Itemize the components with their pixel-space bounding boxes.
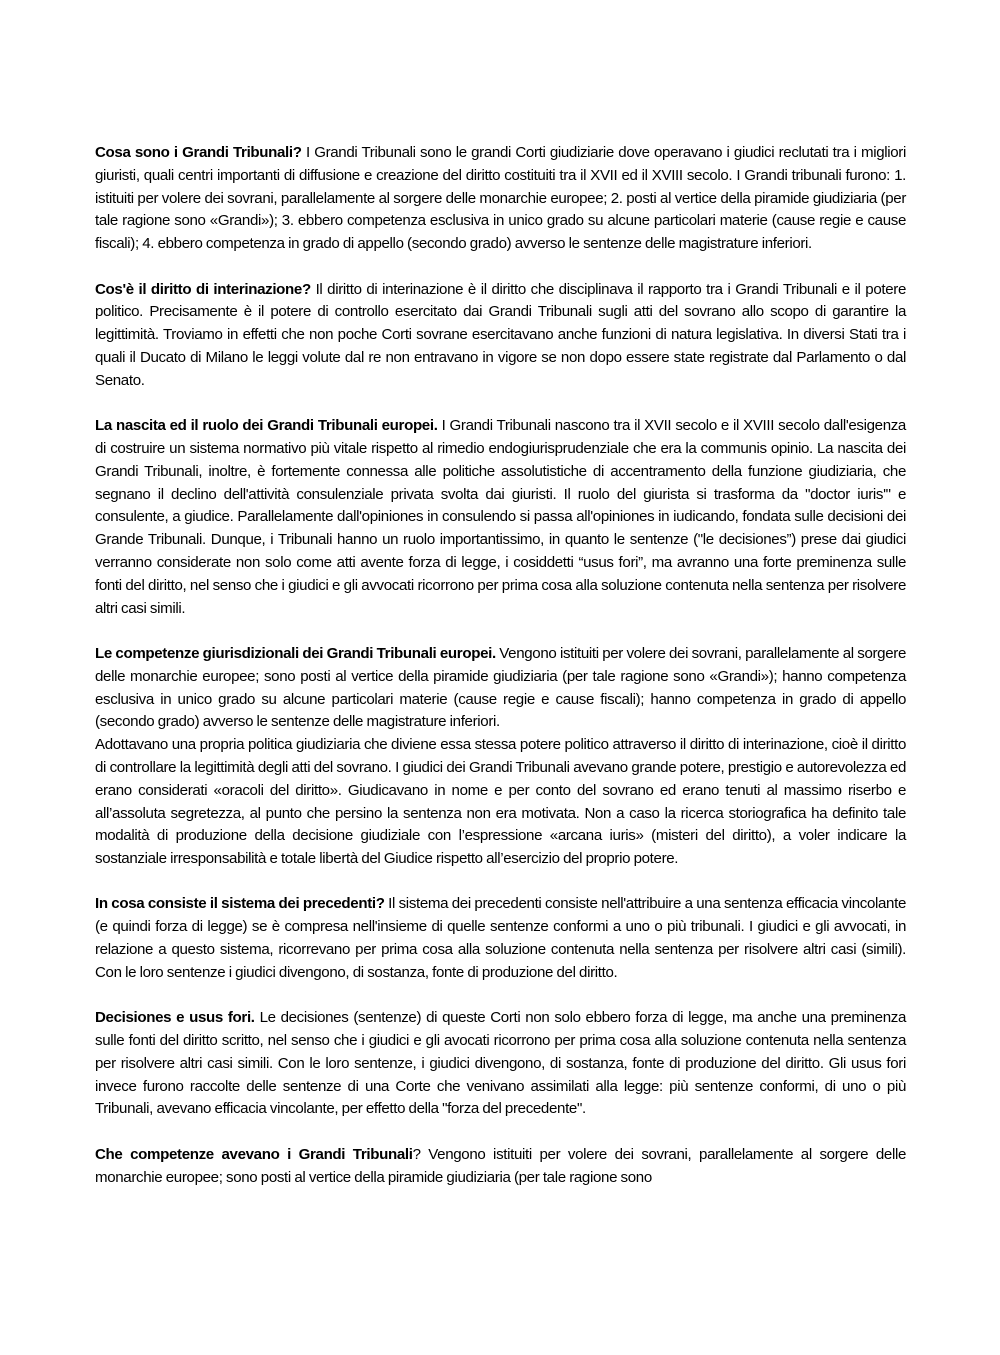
paragraph-text: Il sistema dei precedenti consiste nell'attribuire a una sentenza efficacia vincolante (e quindi forza di legge) se è compresa nell'insieme di quelle sentenze conformi a uno o più tribunali. I giudici e gli avvocati, in relazione a questo sistema, ricorrevano per prima cosa alla soluzione contenuta nella sentenza per risolvere altri casi (simili). Con le loro sentenze i giudici divengono, di sostanza, fonte di produzione del diritto. — [95, 895, 906, 981]
paragraph-competenze-giurisdizionali — [95, 643, 906, 734]
paragraph-heading: Le competenze giurisdizionali dei Grandi Tribunali europei. — [95, 644, 496, 662]
paragraph-decisiones-usus-fori — [95, 1007, 906, 1121]
paragraph-heading: Cosa sono i Grandi Tribunali? — [95, 144, 302, 161]
paragraph-heading: Che competenze avevano i Grandi Tribunali — [95, 1145, 413, 1163]
paragraph-competenze-grandi-tribunali — [95, 1144, 906, 1190]
paragraph-diritto-interinazione — [95, 279, 906, 393]
paragraph-text: Le decisiones (sentenze) di queste Corti non solo ebbero forza di legge, ma anche una preminenza sulle fonti del diritto scritto, nel senso che i giudici e gli avocati ricorrono per prima cosa alla soluzione contenuta nella sentenza per risolvere altri casi simili. Con le loro sentenze, i giudici divengono, di sostanza, fonte di produzione del diritto. Gli usus fori invece furono raccolte delle sentenze di una Corte che venivano assimilati alla legge: più sentenze conformi, di uno o più Tribunali, avevano efficacia vincolante, per effetto della "forza del precedente". — [95, 1009, 906, 1118]
paragraph-text: Vengono istituiti per volere dei sovrani, parallelamente al sorgere delle monarchie europee; sono posti al vertice della piramide giudiziaria (per tale ragione sono «Grandi»); hanno competenza esclusiva in unico grado su alcune particolari materie (cause regie e cause fiscali); hanno competenza in grado di appello (secondo grado) avverso le sentenze delle magistrature inferiori. — [95, 644, 906, 731]
paragraph-text: Il diritto di interinazione è il diritto che disciplinava il rapporto tra i Grandi Tribunali e il potere politico. Precisamente è il potere di controllo esercitato dai Grandi Tribunali sugli atti del sovrano allo scopo di garantire la legittimità. Troviamo in effetti che non poche Corti sovrane esercitavano anche funzioni di natura legislativa. In diversi Stati tra i quali il Ducato di Milano le leggi volute dal re non entravano in vigore se non dopo essere state registrate dal Parlamento o dal Senato. — [95, 280, 907, 389]
document-body — [95, 142, 906, 1212]
paragraph-sistema-precedenti — [95, 893, 906, 984]
paragraph-grandi-tribunali — [95, 142, 906, 256]
paragraph-text: I Grandi Tribunali sono le grandi Corti giudiziarie dove operavano i giudici reclutati tra i migliori giuristi, quali centri importanti di diffusione e creazione del diritto costituiti tra il XVII ed il XVIII secolo. I Grandi tribunali furono: 1. istituiti per volere dei sovrani, parallelamente al sorgere delle monarchie europee; 2. posti al vertice della piramide giudiziaria (per tale ragione sono «Grandi»); 3. ebbero competenza esclusiva in unico grado su alcune particolari materie (cause regie e cause fiscali); 4. ebbero competenza in grado di appello (secondo grado) avverso le sentenze delle magistrature inferiori. — [95, 144, 906, 253]
paragraph-text: ? Vengono istituiti per volere dei sovrani, parallelamente al sorgere delle monarchie europee; sono posti al vertice della piramide giudiziaria (per tale ragione sono — [95, 1145, 907, 1186]
paragraph-nascita-ruolo — [95, 415, 906, 620]
paragraph-heading: Decisiones e usus fori. — [95, 1009, 255, 1027]
paragraph-heading: In cosa consiste il sistema dei precedenti? — [95, 895, 385, 913]
paragraph-heading: La nascita ed il ruolo dei Grandi Tribunali europei. — [95, 417, 438, 435]
paragraph-text: Adottavano una propria politica giudiziaria che diviene essa stessa potere politico attraverso il diritto di interinazione, cioè il diritto di controllare la legittimità degli atti del sovrano. I giudici dei Grandi Tribunali avevano grande potere, prestigio e autorevolezza ed erano considerati «oracoli del diritto». Giudicavano in nome e per conto del sovrano ed erano tenuti al massimo riserbo e all’assoluta segretezza, al punto che persino la sentenza non era motivata. Non a caso la ricerca storiografica ha definito tale modalità di produzione della decisione giudiziale con l’espressione «arcana iuris» (misteri del diritto), a voler indicare la sostanziale irresponsabilità e totale libertà del Giudice rispetto all’esercizio del proprio potere. — [95, 736, 906, 868]
paragraph-politica-giudiziaria — [95, 734, 906, 871]
paragraph-text: I Grandi Tribunali nascono tra il XVII secolo e il XVIII secolo dall'esigenza di costruire un sistema normativo più vitale rispetto al rimedio endogiurisprudenziale che era la communis opinio. La nascita dei Grandi Tribunali, inoltre, è fortemente connessa alle politiche assolutistiche di accentramento della funzione giudiziaria, che segnano il declino dell'attività consulenziale privata svolta dai giuristi. Il ruolo del giurista si trasforma da "doctor iuris'" e consulente, a giudice. Parallelamente dall'opiniones in consulendo si passa all'opiniones in iudicando, fondata sulle decisioni dei Grande Tribunali. Dunque, i Tribunali hanno un ruolo importantissimo, in quanto le sentenze ("le decisiones”) prese dai giudici verranno considerate non solo come atti avente forza di legge, i cosiddetti “usus fori”, ma avranno una forte preminenza sulle fonti del diritto, nel senso che i giudici e gli avvocati ricorrono per prima cosa alla soluzione contenuta nella sentenza per risolvere altri casi simili. — [95, 417, 906, 617]
paragraph-heading: Cos'è il diritto di interinazione? — [95, 280, 311, 298]
